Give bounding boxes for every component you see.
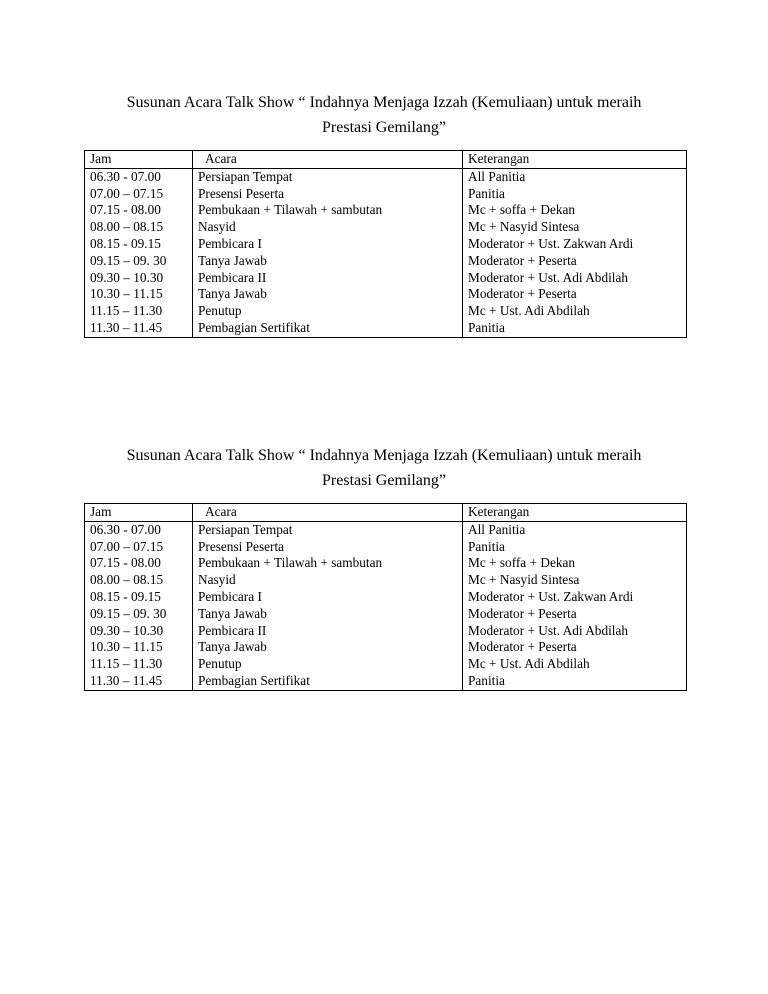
cell-acara: Presensi Peserta: [193, 539, 463, 556]
cell-jam: 10.30 – 11.15: [85, 286, 193, 303]
header-acara: Acara: [193, 504, 463, 522]
cell-jam: 11.15 – 11.30: [85, 656, 193, 673]
cell-keterangan: Moderator + Peserta: [463, 253, 687, 270]
table-row: [85, 539, 687, 556]
cell-keterangan: Mc + soffa + Dekan: [463, 555, 687, 572]
table-row: [85, 219, 687, 236]
cell-acara: Penutup: [193, 656, 463, 673]
cell-acara: Tanya Jawab: [193, 253, 463, 270]
table-header-row: [85, 504, 687, 522]
table-row: [85, 555, 687, 572]
cell-acara: Persiapan Tempat: [193, 521, 463, 538]
cell-acara: Pembicara I: [193, 589, 463, 606]
schedule-table: [84, 503, 687, 691]
section-title-line-2: Prestasi Gemilang”: [322, 472, 446, 489]
cell-jam: 07.15 - 08.00: [85, 202, 193, 219]
cell-keterangan: Moderator + Ust. Zakwan Ardi: [463, 236, 687, 253]
cell-keterangan: Mc + Nasyid Sintesa: [463, 219, 687, 236]
table-header-row: [85, 151, 687, 169]
table-row: [85, 270, 687, 287]
cell-jam: 11.30 – 11.45: [85, 320, 193, 337]
header-acara: Acara: [193, 151, 463, 169]
table-row: [85, 236, 687, 253]
table-row: [85, 639, 687, 656]
cell-acara: Tanya Jawab: [193, 639, 463, 656]
table-row: [85, 168, 687, 185]
cell-acara: Tanya Jawab: [193, 286, 463, 303]
cell-acara: Pembagian Sertifikat: [193, 320, 463, 337]
cell-jam: 09.30 – 10.30: [85, 270, 193, 287]
cell-jam: 11.15 – 11.30: [85, 303, 193, 320]
table-row: [85, 202, 687, 219]
cell-jam: 07.00 – 07.15: [85, 539, 193, 556]
table-row: [85, 253, 687, 270]
cell-keterangan: Panitia: [463, 539, 687, 556]
cell-keterangan: Moderator + Ust. Zakwan Ardi: [463, 589, 687, 606]
cell-jam: 06.30 - 07.00: [85, 168, 193, 185]
cell-keterangan: Mc + Ust. Adi Abdilah: [463, 656, 687, 673]
table-row: [85, 572, 687, 589]
table-row: [85, 186, 687, 203]
cell-keterangan: Mc + Ust. Adi Abdilah: [463, 303, 687, 320]
cell-keterangan: Moderator + Ust. Adi Abdilah: [463, 270, 687, 287]
cell-jam: 09.15 – 09. 30: [85, 253, 193, 270]
header-keterangan: Keterangan: [463, 151, 687, 169]
schedule-section-2: [0, 443, 768, 688]
cell-acara: Pembagian Sertifikat: [193, 673, 463, 690]
cell-jam: 06.30 - 07.00: [85, 521, 193, 538]
cell-jam: 07.15 - 08.00: [85, 555, 193, 572]
cell-acara: Penutup: [193, 303, 463, 320]
cell-keterangan: Moderator + Peserta: [463, 606, 687, 623]
cell-acara: Nasyid: [193, 219, 463, 236]
table-row: [85, 606, 687, 623]
table-row: [85, 320, 687, 337]
cell-jam: 08.15 - 09.15: [85, 236, 193, 253]
header-keterangan: Keterangan: [463, 504, 687, 522]
cell-acara: Pembicara II: [193, 623, 463, 640]
cell-jam: 08.15 - 09.15: [85, 589, 193, 606]
cell-acara: Tanya Jawab: [193, 606, 463, 623]
cell-keterangan: Panitia: [463, 186, 687, 203]
table-row: [85, 623, 687, 640]
cell-acara: Pembicara II: [193, 270, 463, 287]
cell-acara: Pembukaan + Tilawah + sambutan: [193, 202, 463, 219]
cell-jam: 09.30 – 10.30: [85, 623, 193, 640]
cell-jam: 07.00 – 07.15: [85, 186, 193, 203]
cell-keterangan: Mc + soffa + Dekan: [463, 202, 687, 219]
cell-jam: 11.30 – 11.45: [85, 673, 193, 690]
cell-acara: Nasyid: [193, 572, 463, 589]
cell-acara: Persiapan Tempat: [193, 168, 463, 185]
cell-keterangan: All Panitia: [463, 521, 687, 538]
cell-keterangan: Moderator + Peserta: [463, 639, 687, 656]
cell-acara: Pembicara I: [193, 236, 463, 253]
cell-acara: Pembukaan + Tilawah + sambutan: [193, 555, 463, 572]
table-row: [85, 521, 687, 538]
header-jam: Jam: [85, 151, 193, 169]
cell-keterangan: All Panitia: [463, 168, 687, 185]
table-row: [85, 303, 687, 320]
schedule-table: [84, 150, 687, 338]
table-row: [85, 589, 687, 606]
table-row: [85, 673, 687, 690]
section-title-line-2: Prestasi Gemilang”: [322, 119, 446, 136]
schedule-section-1: [0, 90, 768, 335]
cell-keterangan: Moderator + Ust. Adi Abdilah: [463, 623, 687, 640]
section-title-line-1: Susunan Acara Talk Show “ Indahnya Menjaga Izzah (Kemuliaan) untuk meraih: [126, 94, 642, 111]
cell-jam: 10.30 – 11.15: [85, 639, 193, 656]
cell-jam: 08.00 – 08.15: [85, 572, 193, 589]
cell-keterangan: Panitia: [463, 673, 687, 690]
header-jam: Jam: [85, 504, 193, 522]
cell-keterangan: Moderator + Peserta: [463, 286, 687, 303]
cell-acara: Presensi Peserta: [193, 186, 463, 203]
cell-jam: 09.15 – 09. 30: [85, 606, 193, 623]
cell-keterangan: Panitia: [463, 320, 687, 337]
section-title-line-1: Susunan Acara Talk Show “ Indahnya Menjaga Izzah (Kemuliaan) untuk meraih: [126, 447, 642, 464]
table-row: [85, 656, 687, 673]
cell-jam: 08.00 – 08.15: [85, 219, 193, 236]
table-row: [85, 286, 687, 303]
cell-keterangan: Mc + Nasyid Sintesa: [463, 572, 687, 589]
